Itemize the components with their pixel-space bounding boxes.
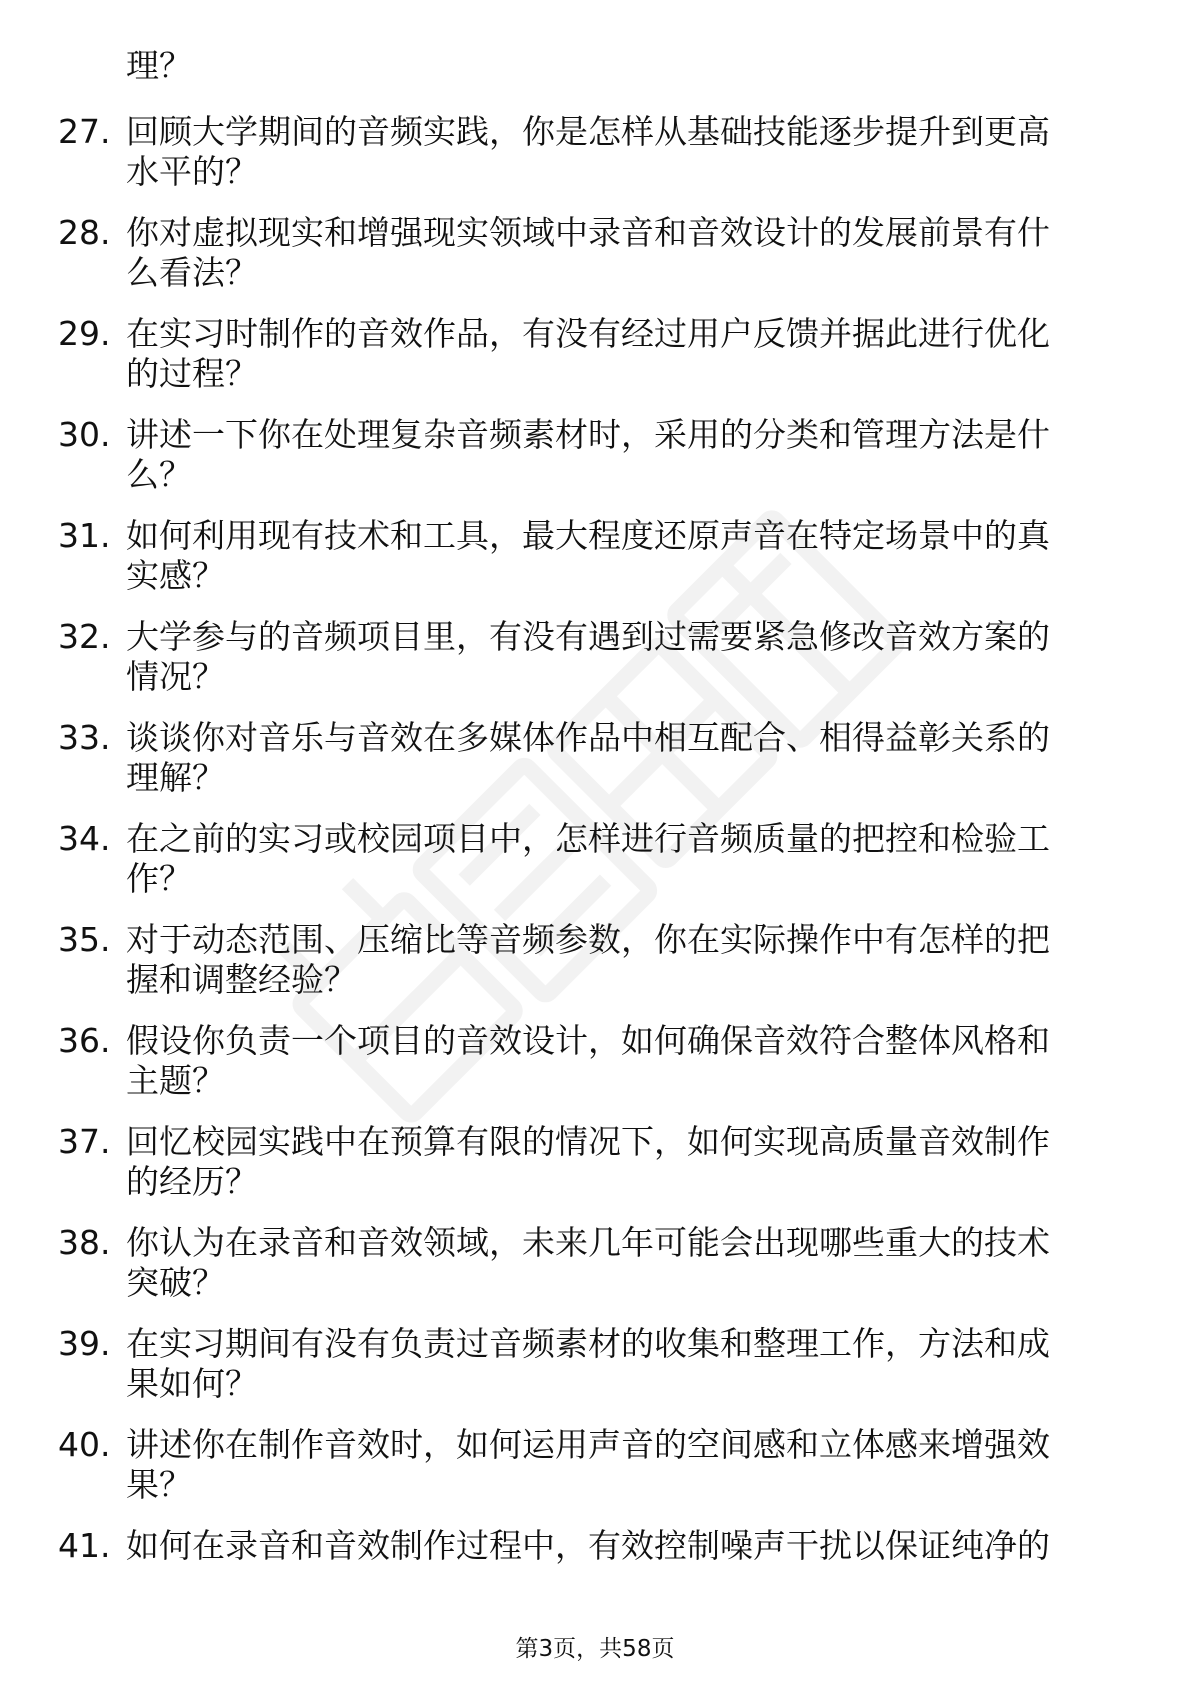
question-text-line: 对于动态范围、压缩比等音频参数，你在实际操作中有怎样的把 [126,920,1050,959]
question-text-line: 在之前的实习或校园项目中，怎样进行音频质量的把控和检验工 [126,819,1050,858]
question-text-line: 水平的？ [126,152,258,191]
question-number: 33. [58,718,111,757]
list-item [0,112,1190,213]
list-item [0,1425,1190,1526]
question-text-line: 果如何？ [126,1364,258,1403]
list-item [0,415,1190,516]
question-text-line: 的经历？ [126,1162,258,1201]
list-item [0,1526,1190,1627]
question-text-line: 谈谈你对音乐与音效在多媒体作品中相互配合、相得益彰关系的 [126,718,1050,757]
question-text-line: 作？ [126,859,192,898]
question-text-line: 在实习时制作的音效作品，有没有经过用户反馈并据此进行优化 [126,314,1050,353]
question-text-line: 么看法？ [126,253,258,292]
question-text-line: 在实习期间有没有负责过音频素材的收集和整理工作，方法和成 [126,1324,1050,1363]
question-text-line: 讲述你在制作音效时，如何运用声音的空间感和立体感来增强效 [126,1425,1050,1464]
question-number: 34. [58,819,111,858]
question-number: 40. [58,1425,111,1464]
question-text-line: 如何在录音和音效制作过程中，有效控制噪声干扰以保证纯净的 [126,1526,1050,1565]
list-item [0,920,1190,1021]
question-number: 31. [58,516,111,555]
question-text-line: 回顾大学期间的音频实践，你是怎样从基础技能逐步提升到更高 [126,112,1050,151]
list-item [0,1122,1190,1223]
list-item [0,314,1190,415]
question-number: 36. [58,1021,111,1060]
question-text-line: 突破？ [126,1263,225,1302]
question-text-line: 大学参与的音频项目里，有没有遇到过需要紧急修改音效方案的 [126,617,1050,656]
list-item [0,213,1190,314]
list-item [0,1324,1190,1425]
list-item [0,516,1190,617]
question-number: 27. [58,112,111,151]
question-text-line: 握和调整经验？ [126,960,357,999]
question-text-line: 你认为在录音和音效领域，未来几年可能会出现哪些重大的技术 [126,1223,1050,1262]
question-text-line: 回忆校园实践中在预算有限的情况下，如何实现高质量音效制作 [126,1122,1050,1161]
list-item [0,718,1190,819]
question-text-line: 讲述一下你在处理复杂音频素材时，采用的分类和管理方法是什 [126,415,1050,454]
question-text-line: 假设你负责一个项目的音效设计，如何确保音效符合整体风格和 [126,1021,1050,1060]
question-text-line: 理解？ [126,758,225,797]
question-text-line: 么？ [126,455,192,494]
list-item [0,819,1190,920]
question-text-line: 主题？ [126,1061,225,1100]
question-text-line: 你对虚拟现实和增强现实领域中录音和音效设计的发展前景有什 [126,213,1050,252]
page-footer: 第3页，共58页 [515,1636,675,1662]
list-item [0,617,1190,718]
list-item [0,1223,1190,1324]
list-item [0,1021,1190,1122]
question-number: 39. [58,1324,111,1363]
question-number: 41. [58,1526,111,1565]
question-number: 38. [58,1223,111,1262]
question-text-line: 如何利用现有技术和工具，最大程度还原声音在特定场景中的真 [126,516,1050,555]
question-number: 30. [58,415,111,454]
question-number: 35. [58,920,111,959]
question-number: 28. [58,213,111,252]
question-text-line: 果？ [126,1465,192,1504]
question-number: 37. [58,1122,111,1161]
question-text-line: 的过程？ [126,354,258,393]
question-number: 29. [58,314,111,353]
question-text-line: 情况？ [126,657,225,696]
question-text-line: 实感？ [126,556,225,595]
question-list [0,112,1190,1627]
continuation-text: 理？ [126,46,192,85]
question-number: 32. [58,617,111,656]
